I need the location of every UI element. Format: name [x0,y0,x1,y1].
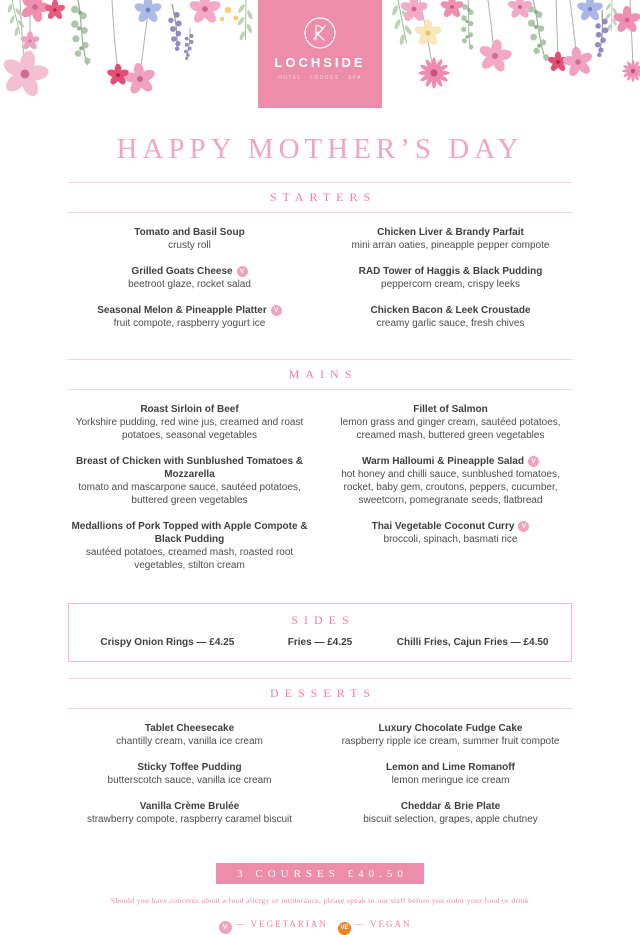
menu-item-name: Luxury Chocolate Fudge Cake [378,723,523,734]
menu-item-name: Warm Halloumi & Pineapple Salad V [329,455,572,468]
menu-item [329,722,572,748]
menu-item [329,403,572,442]
menu-item-desc: lemon meringue ice cream [391,775,510,786]
menu-item-desc: hot honey and chilli sauce, sunblushed tomatoes, rocket, baby gem, croutons, peppers, cucumber, sweetcorn, pomegranate seeds, flatbread [341,469,560,506]
brand-tagline: HOTEL · LODGES · SPA [278,75,362,81]
starters-section [68,182,572,343]
menu-item [68,761,311,787]
vegan-label: — VEGAN [354,919,412,929]
menu-item-name: Chicken Liver & Brandy Parfait [377,227,524,238]
menu-item [329,520,572,546]
desserts-right-column [329,722,572,839]
menu-item-name: Thai Vegetable Coconut Curry V [329,520,572,533]
desserts-heading: DESSERTS [68,678,572,709]
menu-item-name: Grilled Goats Cheese V [68,265,311,278]
vegetarian-icon: V [518,521,529,532]
menu-item-desc: lemon grass and ginger cream, sautéed potatoes, creamed mash, buttered green vegetables [340,417,561,441]
three-courses-price-badge: 3 COURSES £40.50 [216,863,424,884]
mains-left-column [68,403,311,585]
menu-item-name: Roast Sirloin of Beef [140,404,239,415]
menu-item [329,304,572,330]
side-item: Crispy Onion Rings — £4.25 [100,637,235,648]
mains-heading: MAINS [68,359,572,390]
menu-item [68,265,311,291]
menu-item-desc: butterscotch sauce, vanilla ice cream [107,775,272,786]
menu-item [68,520,311,572]
menu-item-name: Tomato and Basil Soup [134,227,245,238]
menu-item-desc: fruit compote, raspberry yogurt ice [113,318,266,329]
vegan-icon: VE [338,922,351,935]
starters-left-column [68,226,311,343]
sides-section [68,603,572,662]
menu-item-desc: strawberry compote, raspberry caramel biscuit [86,814,293,825]
menu-footer [0,863,640,935]
vegetarian-icon: V [528,456,539,467]
menu-item-name: Breast of Chicken with Sunblushed Tomatoes & Mozzarella [75,456,304,480]
mains-section [68,359,572,585]
sides-heading: SIDES [291,613,355,627]
menu-item-desc: peppercorn cream, crispy leeks [381,279,520,290]
menu-item-name: Tablet Cheesecake [144,723,235,734]
menu-item [329,226,572,252]
menu-item-name: Lemon and Lime Romanoff [386,762,515,773]
menu-item [68,455,311,507]
dietary-legend [0,914,640,935]
vegetarian-icon: V [271,305,282,316]
menu-item-name: Vanilla Crème Brulée [139,801,240,812]
menu-item-desc: tomato and mascarpone sauce, sautéed potatoes, buttered green vegetables [78,482,301,506]
allergy-note: Should you have concerns about a food allergy or intolerance, please speak to our staff before you order your food or drink [110,896,530,905]
menu-item [329,455,572,507]
mains-right-column [329,403,572,585]
menu-item-desc: creamy garlic sauce, fresh chives [376,318,525,329]
menu-item [68,722,311,748]
menu-item-desc: biscuit selection, grapes, apple chutney [363,814,538,825]
menu-item [329,761,572,787]
menu-item [329,800,572,826]
menu-item-desc: crusty roll [168,240,211,251]
menu-item [68,226,311,252]
menu-item-name: Medallions of Pork Topped with Apple Compote & Black Pudding [71,521,308,545]
menu-item-name: Chicken Bacon & Leek Croustade [370,305,531,316]
desserts-left-column [68,722,311,839]
brand-logo [258,0,382,108]
menu-item-desc: Yorkshire pudding, red wine jus, creamed and roast potatoes, seasonal vegetables [75,417,304,441]
menu-item-name: Seasonal Melon & Pineapple Platter V [68,304,311,317]
desserts-section [68,678,572,839]
menu-item-name: Fillet of Salmon [413,404,488,415]
brand-name: LOCHSIDE [274,55,366,70]
menu-item-desc: raspberry ripple ice cream, summer fruit compote [341,736,560,747]
menu-item-name: Cheddar & Brie Plate [400,801,501,812]
lochside-monogram-icon [303,16,337,50]
vegetarian-icon: V [237,266,248,277]
vegetarian-label: — VEGETARIAN [235,919,328,929]
menu-item [329,265,572,291]
vegetarian-icon: V [219,921,232,934]
starters-heading: STARTERS [68,182,572,213]
page-title: HAPPY MOTHER’S DAY [116,133,524,165]
side-item: Chilli Fries, Cajun Fries — £4.50 [396,637,549,648]
menu-item-desc: beetroot glaze, rocket salad [128,279,251,290]
menu-item-desc: broccoli, spinach, basmati rice [383,534,518,545]
menu-item [68,304,311,330]
menu-item [68,800,311,826]
side-item: Fries — £4.25 [287,637,353,648]
menu-item-desc: sautéed potatoes, creamed mash, roasted root vegetables, stilton cream [85,547,294,571]
menu-item [68,403,311,442]
floral-header [0,0,640,118]
menu-item-name: RAD Tower of Haggis & Black Pudding [358,266,543,277]
menu-item-desc: mini arran oaties, pineapple pepper compote [351,240,550,251]
menu-item-desc: chantilly cream, vanilla ice cream [116,736,263,747]
starters-right-column [329,226,572,343]
menu-item-name: Sticky Toffee Pudding [137,762,242,773]
